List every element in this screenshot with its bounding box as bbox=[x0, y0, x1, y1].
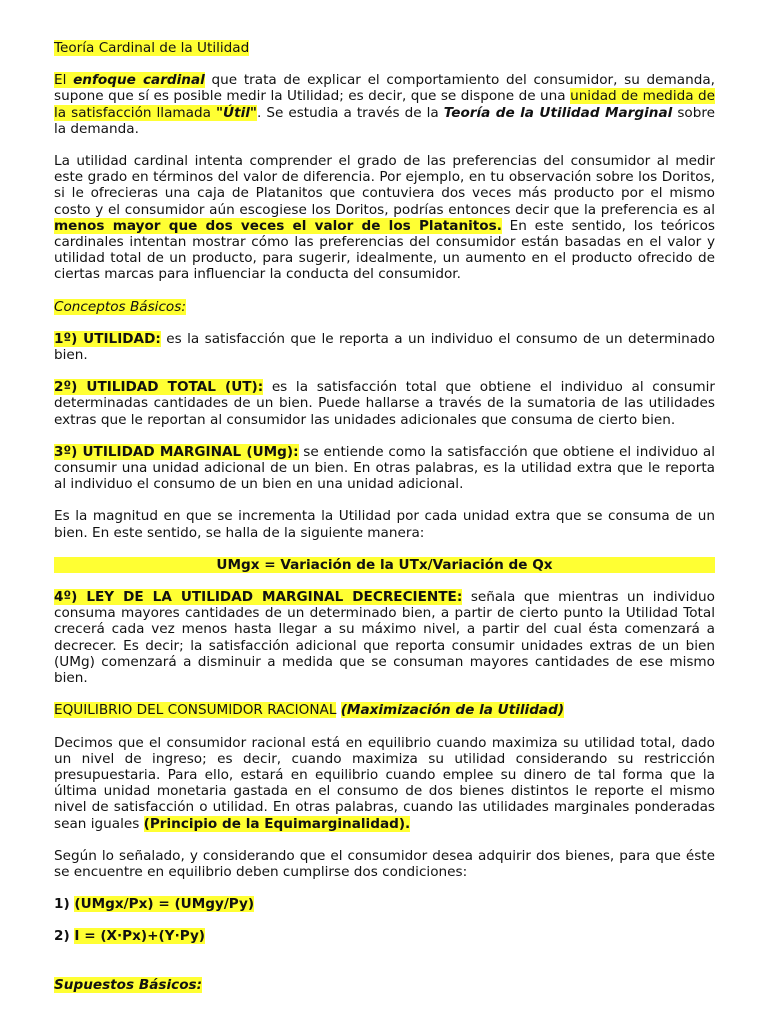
conceptos-heading: Conceptos Básicos: bbox=[54, 298, 186, 315]
concept-utilidad: 1º) UTILIDAD: es la satisfacción que le reporta a un individuo el consumo de un determinado bien. bbox=[54, 330, 716, 364]
equilibrio-heading: EQUILIBRIO DEL CONSUMIDOR RACIONAL (Maximización de la Utilidad) bbox=[54, 702, 565, 719]
condiciones-paragraph: Según lo señalado, y considerando que el consumidor desea adquirir dos bienes, para que éste se encuentre en equilibrio deben cumplirse dos condiciones: bbox=[54, 847, 715, 880]
formula-umg: UMgx = Variación de la UTx/Variación de Qx bbox=[54, 557, 715, 573]
equilibrio-paragraph: Decimos que el consumidor racional está en equilibrio cuando maximiza su utilidad total, dado un nivel de ingreso; es decir, cuando maximiza su utilidad considerando su restricción presupuestaria. Para ello, estará en equilibrio cuando emplee su dinero de tal forma que la última unidad monetaria gastada en el consumo de dos bienes distintos le reporte el mismo nivel de satisfacción o utilidad. En otras palabras, cuando las utilidades marginales ponderadas sean iguales (Principio de la Equimarginalidad). bbox=[54, 734, 715, 832]
concept-ley-utilidad-marginal: 4º) LEY DE LA UTILIDAD MARGINAL DECRECIENTE: señala que mientras un individuo consuma mayores cantidades de un determinado bien, a partir de cierto punto la Utilidad Total crecerá cada vez menos hasta llegar a su máximo nivel, a partir del cual ésta comenzará a decrecer. Es decir; la satisfacción adicional que reporta consumir unidades extras de un bien (UMg) comenzará a disminuir a medida que se consuman mayores cantidades de ese mismo bien. bbox=[54, 589, 715, 687]
document-title: Teoría Cardinal de la Utilidad bbox=[54, 40, 250, 56]
concept-utilidad-marginal: 3º) UTILIDAD MARGINAL (UMg): se entiende como la satisfacción que obtiene el individuo al consumir una unidad adicional de un bien. En otras palabras, es la utilidad extra que le reporta al individuo el consumo de un bien en una unidad adicional. bbox=[54, 443, 715, 493]
supuestos-heading: Supuestos Básicos: bbox=[54, 976, 203, 993]
condition-2: 2) I = (X·Px)+(Y·Py) bbox=[54, 928, 206, 945]
concept-utilidad-total: 2º) UTILIDAD TOTAL (UT): es la satisfacción total que obtiene el individuo al consumir determinadas cantidades de un bien. Puede hallarse a través de la sumatoria de las utilidades extras que le reportan al consumidor las unidades adicionales que consuma de cierto bien. bbox=[54, 379, 715, 428]
magnitud-paragraph: Es la magnitud en que se incrementa la Utilidad por cada unidad extra que se consuma de un bien. En este sentido, se halla de la siguiente manera: bbox=[54, 508, 715, 541]
condition-1: 1) (UMgx/Px) = (UMgy/Py) bbox=[54, 896, 255, 913]
cardinal-paragraph: La utilidad cardinal intenta comprender el grado de las preferencias del consumidor al medir este grado en términos del valor de diferencia. Por ejemplo, en tu observación sobre los Doritos, si le ofrecieras una caja de Platanitos que contuviera dos veces más producto por el mismo costo y el consumidor aún escogiese los Doritos, podrías entonces decir que la preferencia es al menos mayor que dos veces el valor de los Platanitos. En este sentido, los teóricos cardinales intentan mostrar cómo las preferencias del consumidor están basadas en el valor y utilidad total de un producto, para sugerir, idealmente, un aumento en el producto ofrecido de ciertas marcas para influenciar la conducta del consumidor. bbox=[54, 153, 715, 283]
intro-paragraph: El enfoque cardinal que trata de explicar el comportamiento del consumidor, su demanda, supone que sí es posible medir la Utilidad; es decir, que se dispone de una unidad de medida de la satisfacción llamada "Útil". Se estudia a través de la Teoría de la Utilidad Marginal sobre la demanda. bbox=[54, 72, 716, 137]
